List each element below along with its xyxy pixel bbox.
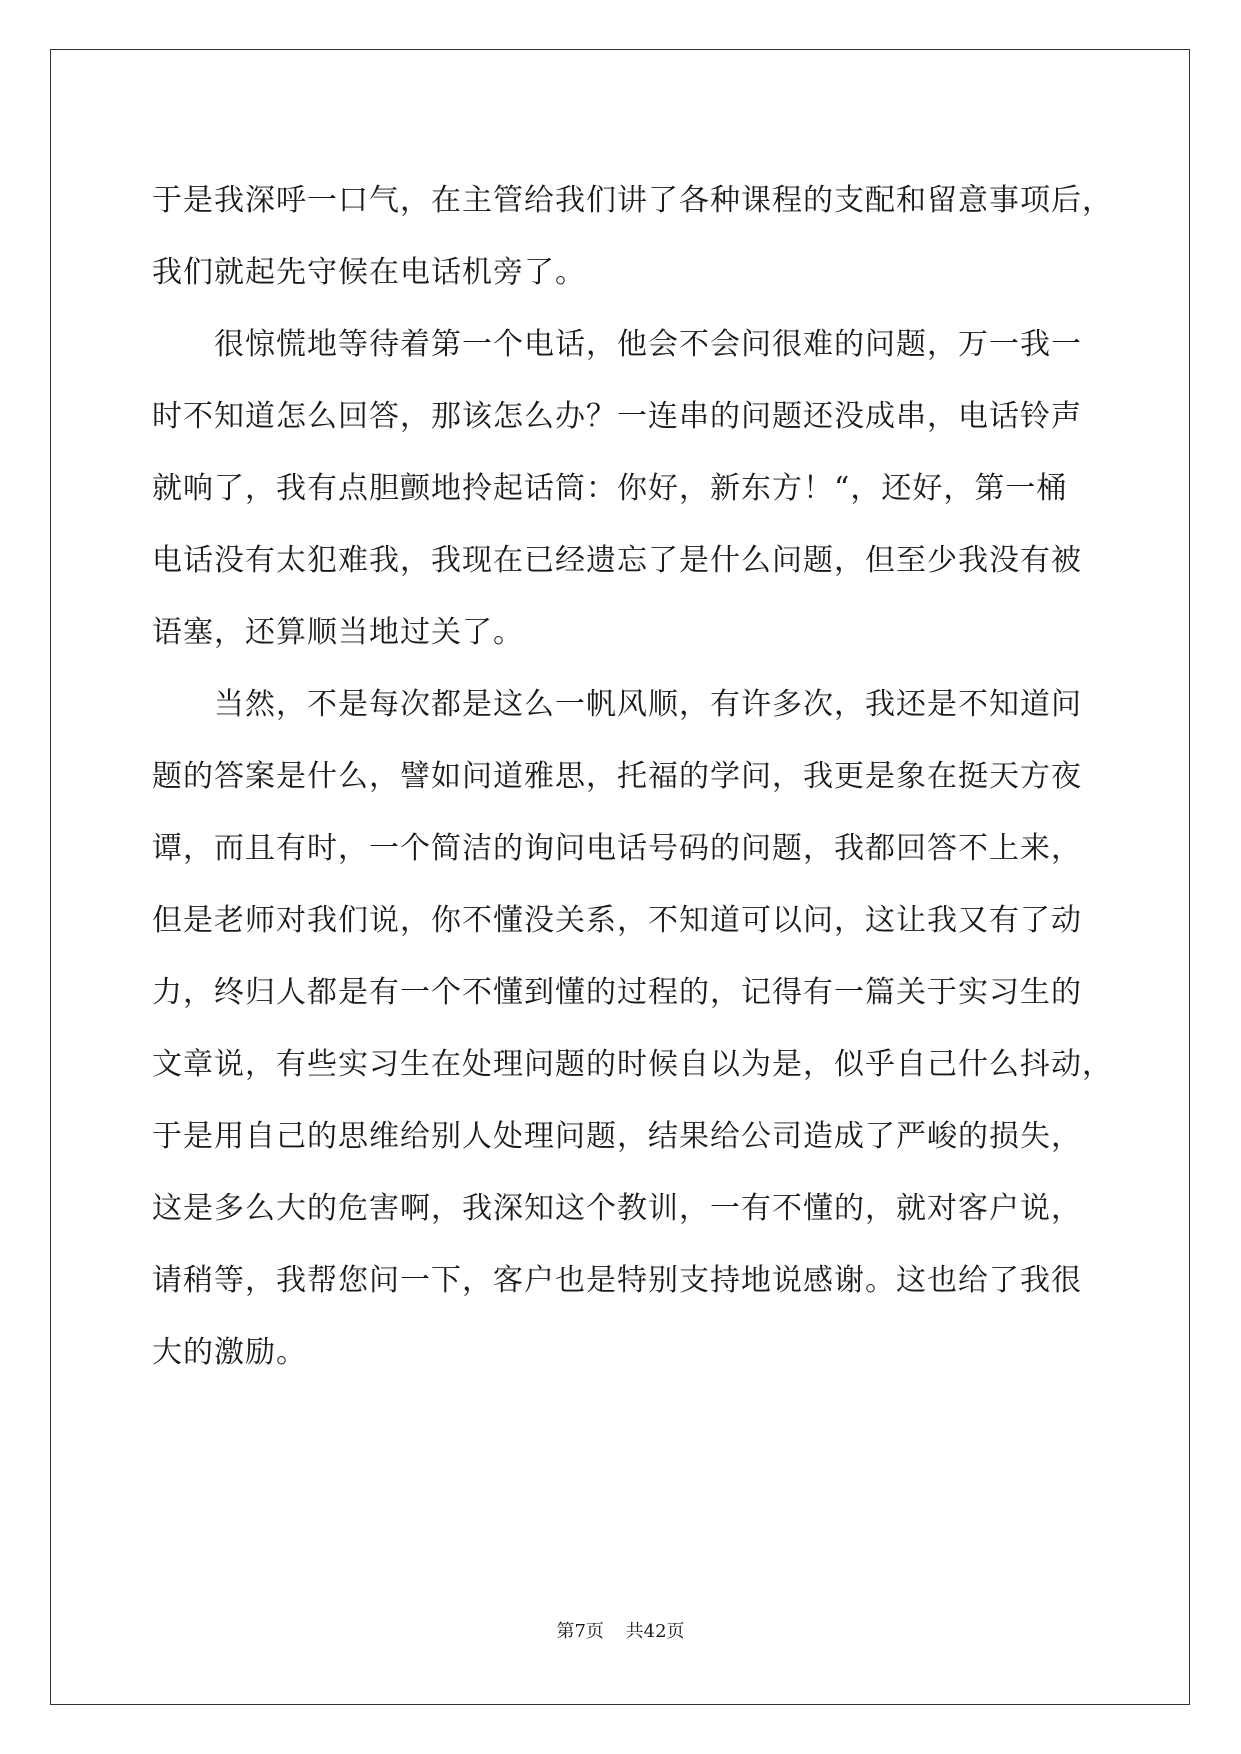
text-line: 电话没有太犯难我，我现在已经遗忘了是什么问题，但至少我没有被 <box>152 543 1082 578</box>
text-line: 于是我深呼一口气，在主管给我们讲了各种课程的支配和留意事项后， <box>152 183 1113 218</box>
current-page-number: 第7页 <box>556 1621 604 1642</box>
text-line: 很惊慌地等待着第一个电话，他会不会问很难的问题，万一我一 <box>214 327 1082 362</box>
text-line: 就响了，我有点胆颤地拎起话筒：你好，新东方！“，还好，第一桶 <box>152 471 1068 506</box>
text-line: 当然，不是每次都是这么一帆风顺，有许多次，我还是不知道问 <box>214 687 1082 722</box>
page-footer <box>0 1620 1241 1644</box>
document-body <box>152 165 1113 1389</box>
text-line: 题的答案是什么，譬如问道雅思，托福的学问，我更是象在挺天方夜 <box>152 759 1082 794</box>
text-line: 请稍等，我帮您问一下，客户也是特别支持地说感谢。这也给了我很 <box>152 1263 1082 1298</box>
text-line: 语塞，还算顺当地过关了。 <box>152 615 524 650</box>
text-line: 这是多么大的危害啊，我深知这个教训，一有不懂的，就对客户说， <box>152 1191 1082 1226</box>
text-line: 大的激励。 <box>152 1335 307 1370</box>
text-line: 时不知道怎么回答，那该怎么办？一连串的问题还没成串，电话铃声 <box>152 399 1082 434</box>
text-line: 文章说，有些实习生在处理问题的时候自以为是，似乎自己什么抖动， <box>152 1047 1113 1082</box>
text-line: 我们就起先守候在电话机旁了。 <box>152 255 586 290</box>
text-line: 但是老师对我们说，你不懂没关系，不知道可以问，这让我又有了动 <box>152 903 1082 938</box>
text-line: 于是用自己的思维给别人处理问题，结果给公司造成了严峻的损失， <box>152 1119 1082 1154</box>
text-line: 力，终归人都是有一个不懂到懂的过程的，记得有一篇关于实习生的 <box>152 975 1082 1010</box>
text-line: 谭，而且有时，一个简洁的询问电话号码的问题，我都回答不上来， <box>152 831 1082 866</box>
total-page-count: 共42页 <box>625 1621 685 1642</box>
